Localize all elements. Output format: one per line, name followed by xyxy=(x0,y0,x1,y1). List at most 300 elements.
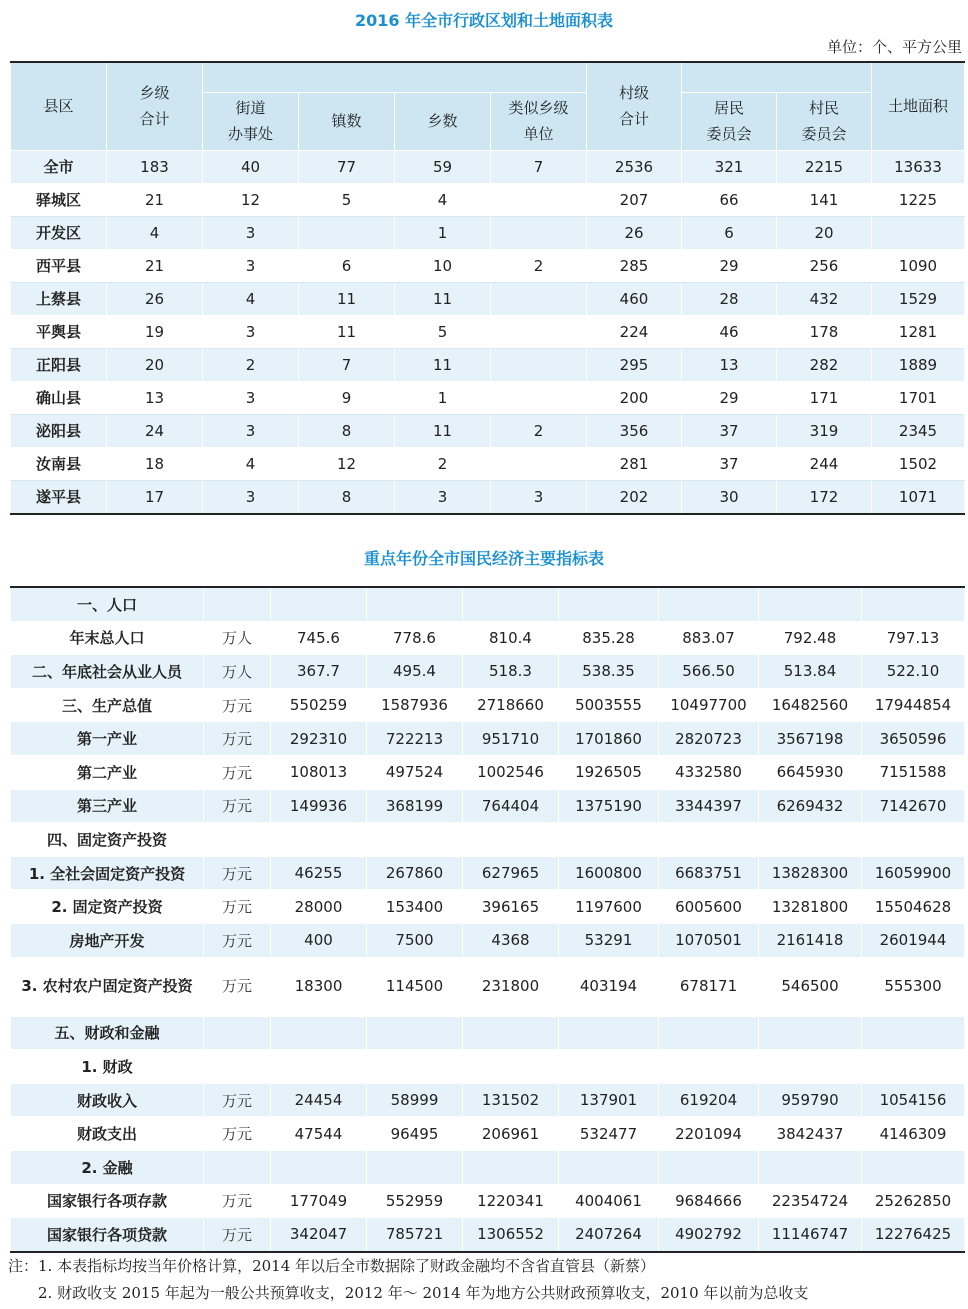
indicator-label-cell: 一、人口 xyxy=(11,587,204,621)
value-cell: 792.48 xyxy=(759,621,862,655)
value-cell: 6645930 xyxy=(759,755,862,789)
table-row xyxy=(11,1117,965,1151)
indicator-label-cell: 第一产业 xyxy=(11,722,204,756)
table-cell: 12 xyxy=(203,183,299,216)
unit-cell: 万元 xyxy=(204,1117,271,1151)
table-cell: 2 xyxy=(395,447,491,480)
value-cell: 835.28 xyxy=(559,621,659,655)
value-cell: 959790 xyxy=(759,1083,862,1117)
value-cell: 1002546 xyxy=(463,755,559,789)
value-cell: 367.7 xyxy=(271,655,367,689)
table-cell: 1281 xyxy=(872,315,965,348)
value-cell: 47544 xyxy=(271,1117,367,1151)
value-cell: 1197600 xyxy=(559,890,659,924)
unit-cell: 万元 xyxy=(204,923,271,957)
indicator-label-cell: 2. 固定资产投资 xyxy=(11,890,204,924)
value-cell: 46255 xyxy=(271,856,367,890)
value-cell: 7151588 xyxy=(862,755,965,789)
table-row xyxy=(11,1184,965,1218)
table-cell: 59 xyxy=(395,150,491,183)
table-cell: 244 xyxy=(777,447,872,480)
table-row xyxy=(11,150,965,183)
value-cell xyxy=(367,823,463,857)
table-row xyxy=(11,447,965,480)
note-line-1: 注：1. 本表指标均按当年价格计算，2014 年以后全市数据除了财政金融均不含省直管县（新蔡） xyxy=(8,1257,656,1275)
header-xiang: 乡数 xyxy=(395,92,491,150)
value-cell: 6005600 xyxy=(659,890,759,924)
table-cell: 2 xyxy=(491,249,587,282)
value-cell: 149936 xyxy=(271,789,367,823)
table-row xyxy=(11,655,965,689)
table-cell: 2345 xyxy=(872,414,965,447)
value-cell: 4368 xyxy=(463,923,559,957)
table-cell xyxy=(491,315,587,348)
indicator-label-cell: 国家银行各项贷款 xyxy=(11,1218,204,1252)
value-cell: 4902792 xyxy=(659,1218,759,1252)
value-cell xyxy=(559,587,659,621)
header-town: 镇数 xyxy=(299,92,395,150)
table-cell: 19 xyxy=(107,315,203,348)
value-cell: 10497700 xyxy=(659,688,759,722)
table-cell: 13633 xyxy=(872,150,965,183)
value-cell: 1375190 xyxy=(559,789,659,823)
table-row xyxy=(11,890,965,924)
unit-cell: 万人 xyxy=(204,621,271,655)
value-cell: 400 xyxy=(271,923,367,957)
unit-cell: 万元 xyxy=(204,856,271,890)
table-cell: 1071 xyxy=(872,480,965,514)
table-row xyxy=(11,1150,965,1184)
value-cell xyxy=(862,1150,965,1184)
indicator-label-cell: 2. 金融 xyxy=(11,1150,204,1184)
table-cell: 282 xyxy=(777,348,872,381)
value-cell: 16482560 xyxy=(759,688,862,722)
table-cell: 37 xyxy=(682,447,777,480)
table-cell: 432 xyxy=(777,282,872,315)
value-cell: 58999 xyxy=(367,1083,463,1117)
table-row xyxy=(11,414,965,447)
table-cell: 8 xyxy=(299,414,395,447)
table-cell xyxy=(491,447,587,480)
value-cell: 785721 xyxy=(367,1218,463,1252)
table-row xyxy=(11,1016,965,1050)
value-cell: 778.6 xyxy=(367,621,463,655)
county-name-cell: 西平县 xyxy=(11,249,107,282)
value-cell: 3842437 xyxy=(759,1117,862,1151)
value-cell: 267860 xyxy=(367,856,463,890)
value-cell: 292310 xyxy=(271,722,367,756)
table-cell: 1701 xyxy=(872,381,965,414)
table-row xyxy=(11,1083,965,1117)
value-cell: 2718660 xyxy=(463,688,559,722)
table-cell: 3 xyxy=(203,216,299,249)
table-row xyxy=(11,823,965,857)
county-name-cell: 全市 xyxy=(11,150,107,183)
value-cell: 518.3 xyxy=(463,655,559,689)
value-cell: 16059900 xyxy=(862,856,965,890)
value-cell: 396165 xyxy=(463,890,559,924)
value-cell: 1701860 xyxy=(559,722,659,756)
value-cell: 24454 xyxy=(271,1083,367,1117)
value-cell xyxy=(559,1050,659,1084)
table-cell: 20 xyxy=(107,348,203,381)
table-row xyxy=(11,282,965,315)
table-row xyxy=(11,923,965,957)
table-cell: 4 xyxy=(203,282,299,315)
value-cell xyxy=(759,587,862,621)
indicator-label-cell: 五、财政和金融 xyxy=(11,1016,204,1050)
table-row xyxy=(11,249,965,282)
value-cell: 2161418 xyxy=(759,923,862,957)
table-cell: 3 xyxy=(491,480,587,514)
value-cell xyxy=(659,1050,759,1084)
value-cell: 13828300 xyxy=(759,856,862,890)
table-cell: 224 xyxy=(587,315,682,348)
value-cell xyxy=(271,1150,367,1184)
table-cell xyxy=(491,216,587,249)
table-cell: 207 xyxy=(587,183,682,216)
value-cell: 17944854 xyxy=(862,688,965,722)
table-cell: 460 xyxy=(587,282,682,315)
value-cell: 2820723 xyxy=(659,722,759,756)
table-cell: 8 xyxy=(299,480,395,514)
value-cell: 7500 xyxy=(367,923,463,957)
table-cell: 1502 xyxy=(872,447,965,480)
indicator-label-cell: 二、年底社会从业人员 xyxy=(11,655,204,689)
value-cell xyxy=(759,1016,862,1050)
table-row xyxy=(11,183,965,216)
table-cell: 26 xyxy=(587,216,682,249)
table-cell: 10 xyxy=(395,249,491,282)
value-cell: 12276425 xyxy=(862,1218,965,1252)
header-county: 县区 xyxy=(11,62,107,150)
table-cell: 12 xyxy=(299,447,395,480)
table-cell: 171 xyxy=(777,381,872,414)
unit-cell: 万元 xyxy=(204,890,271,924)
table-cell: 11 xyxy=(395,282,491,315)
value-cell xyxy=(367,587,463,621)
header-street: 街道 办事处 xyxy=(203,92,299,150)
value-cell: 368199 xyxy=(367,789,463,823)
value-cell: 28000 xyxy=(271,890,367,924)
value-cell: 2407264 xyxy=(559,1218,659,1252)
table-cell: 2215 xyxy=(777,150,872,183)
table-cell: 3 xyxy=(203,480,299,514)
table-cell xyxy=(299,216,395,249)
value-cell: 53291 xyxy=(559,923,659,957)
table-cell: 285 xyxy=(587,249,682,282)
unit-cell: 万元 xyxy=(204,1083,271,1117)
value-cell: 522.10 xyxy=(862,655,965,689)
table-cell: 178 xyxy=(777,315,872,348)
header-similar: 类似乡级 单位 xyxy=(491,92,587,150)
table-cell: 7 xyxy=(491,150,587,183)
table1-unit: 单位：个、平方公里 xyxy=(826,38,962,56)
table-cell: 356 xyxy=(587,414,682,447)
value-cell xyxy=(759,1150,862,1184)
table-cell: 4 xyxy=(107,216,203,249)
value-cell: 2201094 xyxy=(659,1117,759,1151)
table-cell: 24 xyxy=(107,414,203,447)
unit-cell xyxy=(204,1050,271,1084)
value-cell: 11146747 xyxy=(759,1218,862,1252)
value-cell: 552959 xyxy=(367,1184,463,1218)
table-cell: 200 xyxy=(587,381,682,414)
value-cell xyxy=(463,1016,559,1050)
table-row xyxy=(11,722,965,756)
value-cell: 2601944 xyxy=(862,923,965,957)
table-cell xyxy=(491,282,587,315)
table-cell: 281 xyxy=(587,447,682,480)
table-row xyxy=(11,688,965,722)
indicator-label-cell: 财政支出 xyxy=(11,1117,204,1151)
table-row xyxy=(11,856,965,890)
indicator-label-cell: 国家银行各项存款 xyxy=(11,1184,204,1218)
value-cell: 25262850 xyxy=(862,1184,965,1218)
table-row xyxy=(11,216,965,249)
table-cell: 202 xyxy=(587,480,682,514)
header-village-group xyxy=(682,62,872,92)
value-cell: 619204 xyxy=(659,1083,759,1117)
table-row xyxy=(11,1050,965,1084)
table-cell: 11 xyxy=(299,282,395,315)
table-row xyxy=(11,621,965,655)
value-cell xyxy=(271,1016,367,1050)
unit-cell: 万元 xyxy=(204,1218,271,1252)
value-cell: 538.35 xyxy=(559,655,659,689)
table-cell: 4 xyxy=(395,183,491,216)
value-cell xyxy=(559,1016,659,1050)
table-cell: 256 xyxy=(777,249,872,282)
value-cell xyxy=(862,823,965,857)
table-cell: 172 xyxy=(777,480,872,514)
value-cell: 231800 xyxy=(463,957,559,1016)
indicator-label-cell: 第二产业 xyxy=(11,755,204,789)
value-cell: 4004061 xyxy=(559,1184,659,1218)
value-cell: 883.07 xyxy=(659,621,759,655)
table-cell xyxy=(491,183,587,216)
table-cell xyxy=(872,216,965,249)
value-cell xyxy=(659,587,759,621)
value-cell: 555300 xyxy=(862,957,965,1016)
unit-cell xyxy=(204,1150,271,1184)
value-cell xyxy=(367,1016,463,1050)
value-cell: 6683751 xyxy=(659,856,759,890)
value-cell: 1070501 xyxy=(659,923,759,957)
table-cell: 2 xyxy=(491,414,587,447)
value-cell: 797.13 xyxy=(862,621,965,655)
table-row xyxy=(11,1218,965,1252)
value-cell xyxy=(862,587,965,621)
table-cell: 5 xyxy=(299,183,395,216)
table-cell: 17 xyxy=(107,480,203,514)
unit-cell: 万元 xyxy=(204,1184,271,1218)
value-cell: 810.4 xyxy=(463,621,559,655)
table-cell: 295 xyxy=(587,348,682,381)
table-row xyxy=(11,480,965,514)
value-cell: 114500 xyxy=(367,957,463,1016)
value-cell: 3344397 xyxy=(659,789,759,823)
value-cell: 7142670 xyxy=(862,789,965,823)
value-cell: 6269432 xyxy=(759,789,862,823)
value-cell: 1220341 xyxy=(463,1184,559,1218)
county-name-cell: 驿城区 xyxy=(11,183,107,216)
table-cell: 4 xyxy=(203,447,299,480)
value-cell: 13281800 xyxy=(759,890,862,924)
table1-title: 2016 年全市行政区划和土地面积表 xyxy=(354,11,614,30)
county-name-cell: 确山县 xyxy=(11,381,107,414)
value-cell xyxy=(559,1150,659,1184)
value-cell: 4146309 xyxy=(862,1117,965,1151)
county-name-cell: 开发区 xyxy=(11,216,107,249)
indicator-label-cell: 3. 农村农户固定资产投资 xyxy=(11,957,204,1016)
admin-division-table xyxy=(10,61,965,515)
table-cell: 9 xyxy=(299,381,395,414)
table-row xyxy=(11,755,965,789)
value-cell xyxy=(862,1016,965,1050)
value-cell xyxy=(271,587,367,621)
table-cell: 3 xyxy=(203,315,299,348)
indicator-label-cell: 第三产业 xyxy=(11,789,204,823)
table-cell: 2 xyxy=(203,348,299,381)
value-cell: 678171 xyxy=(659,957,759,1016)
table-cell: 66 xyxy=(682,183,777,216)
table-cell: 3 xyxy=(203,414,299,447)
county-name-cell: 平舆县 xyxy=(11,315,107,348)
table-row xyxy=(11,315,965,348)
table-cell: 1090 xyxy=(872,249,965,282)
value-cell: 177049 xyxy=(271,1184,367,1218)
table-row xyxy=(11,348,965,381)
value-cell: 153400 xyxy=(367,890,463,924)
county-name-cell: 遂平县 xyxy=(11,480,107,514)
value-cell xyxy=(367,1150,463,1184)
table-cell: 11 xyxy=(395,414,491,447)
value-cell: 15504628 xyxy=(862,890,965,924)
indicator-label-cell: 财政收入 xyxy=(11,1083,204,1117)
unit-cell xyxy=(204,587,271,621)
unit-cell: 万元 xyxy=(204,789,271,823)
unit-cell: 万元 xyxy=(204,957,271,1016)
value-cell: 951710 xyxy=(463,722,559,756)
table-cell: 319 xyxy=(777,414,872,447)
value-cell: 627965 xyxy=(463,856,559,890)
table-cell: 6 xyxy=(682,216,777,249)
value-cell: 722213 xyxy=(367,722,463,756)
value-cell xyxy=(659,1016,759,1050)
header-township-total: 乡级 合计 xyxy=(107,62,203,150)
value-cell: 550259 xyxy=(271,688,367,722)
table-cell xyxy=(491,381,587,414)
value-cell: 137901 xyxy=(559,1083,659,1117)
table-cell: 30 xyxy=(682,480,777,514)
county-name-cell: 泌阳县 xyxy=(11,414,107,447)
economy-indicator-table xyxy=(10,586,965,1253)
table-cell: 13 xyxy=(107,381,203,414)
value-cell xyxy=(463,823,559,857)
unit-cell xyxy=(204,1016,271,1050)
header-villager: 村民 委员会 xyxy=(777,92,872,150)
table-cell: 183 xyxy=(107,150,203,183)
county-name-cell: 上蔡县 xyxy=(11,282,107,315)
table-cell: 77 xyxy=(299,150,395,183)
value-cell: 9684666 xyxy=(659,1184,759,1218)
indicator-label-cell: 1. 财政 xyxy=(11,1050,204,1084)
table2-title: 重点年份全市国民经济主要指标表 xyxy=(363,549,604,568)
value-cell: 745.6 xyxy=(271,621,367,655)
value-cell: 5003555 xyxy=(559,688,659,722)
value-cell: 342047 xyxy=(271,1218,367,1252)
table-cell: 3 xyxy=(395,480,491,514)
table-cell: 21 xyxy=(107,183,203,216)
table-cell: 2536 xyxy=(587,150,682,183)
table-cell: 1 xyxy=(395,381,491,414)
value-cell: 1306552 xyxy=(463,1218,559,1252)
indicator-label-cell: 年末总人口 xyxy=(11,621,204,655)
table-cell: 28 xyxy=(682,282,777,315)
table-row xyxy=(11,789,965,823)
value-cell: 22354724 xyxy=(759,1184,862,1218)
value-cell: 18300 xyxy=(271,957,367,1016)
value-cell: 1926505 xyxy=(559,755,659,789)
value-cell xyxy=(367,1050,463,1084)
table-cell: 26 xyxy=(107,282,203,315)
table-cell: 20 xyxy=(777,216,872,249)
value-cell: 764404 xyxy=(463,789,559,823)
table-cell: 29 xyxy=(682,381,777,414)
table-cell: 11 xyxy=(299,315,395,348)
table-cell: 21 xyxy=(107,249,203,282)
unit-cell: 万元 xyxy=(204,722,271,756)
value-cell xyxy=(463,587,559,621)
county-name-cell: 汝南县 xyxy=(11,447,107,480)
value-cell: 96495 xyxy=(367,1117,463,1151)
table-cell: 1 xyxy=(395,216,491,249)
value-cell: 403194 xyxy=(559,957,659,1016)
unit-cell: 万人 xyxy=(204,655,271,689)
table-row xyxy=(11,587,965,621)
table-cell: 29 xyxy=(682,249,777,282)
value-cell: 497524 xyxy=(367,755,463,789)
value-cell: 532477 xyxy=(559,1117,659,1151)
table-cell: 37 xyxy=(682,414,777,447)
value-cell: 495.4 xyxy=(367,655,463,689)
value-cell: 3650596 xyxy=(862,722,965,756)
table-cell: 141 xyxy=(777,183,872,216)
value-cell: 3567198 xyxy=(759,722,862,756)
value-cell: 131502 xyxy=(463,1083,559,1117)
table-row xyxy=(11,957,965,1016)
table-cell: 13 xyxy=(682,348,777,381)
header-township-group xyxy=(203,62,587,92)
value-cell: 1587936 xyxy=(367,688,463,722)
table-cell: 321 xyxy=(682,150,777,183)
note-line-2: 2. 财政收支 2015 年起为一般公共预算收支，2012 年～ 2014 年为地方公共财政预算收支，2010 年以前为总收支 xyxy=(38,1284,809,1302)
value-cell: 1600800 xyxy=(559,856,659,890)
value-cell xyxy=(659,1150,759,1184)
value-cell: 206961 xyxy=(463,1117,559,1151)
unit-cell: 万元 xyxy=(204,755,271,789)
table-cell: 1889 xyxy=(872,348,965,381)
indicator-label-cell: 三、生产总值 xyxy=(11,688,204,722)
value-cell xyxy=(759,823,862,857)
value-cell xyxy=(759,1050,862,1084)
table-row xyxy=(11,381,965,414)
value-cell: 108013 xyxy=(271,755,367,789)
header-land: 土地面积 xyxy=(872,62,965,150)
value-cell: 566.50 xyxy=(659,655,759,689)
value-cell xyxy=(559,823,659,857)
